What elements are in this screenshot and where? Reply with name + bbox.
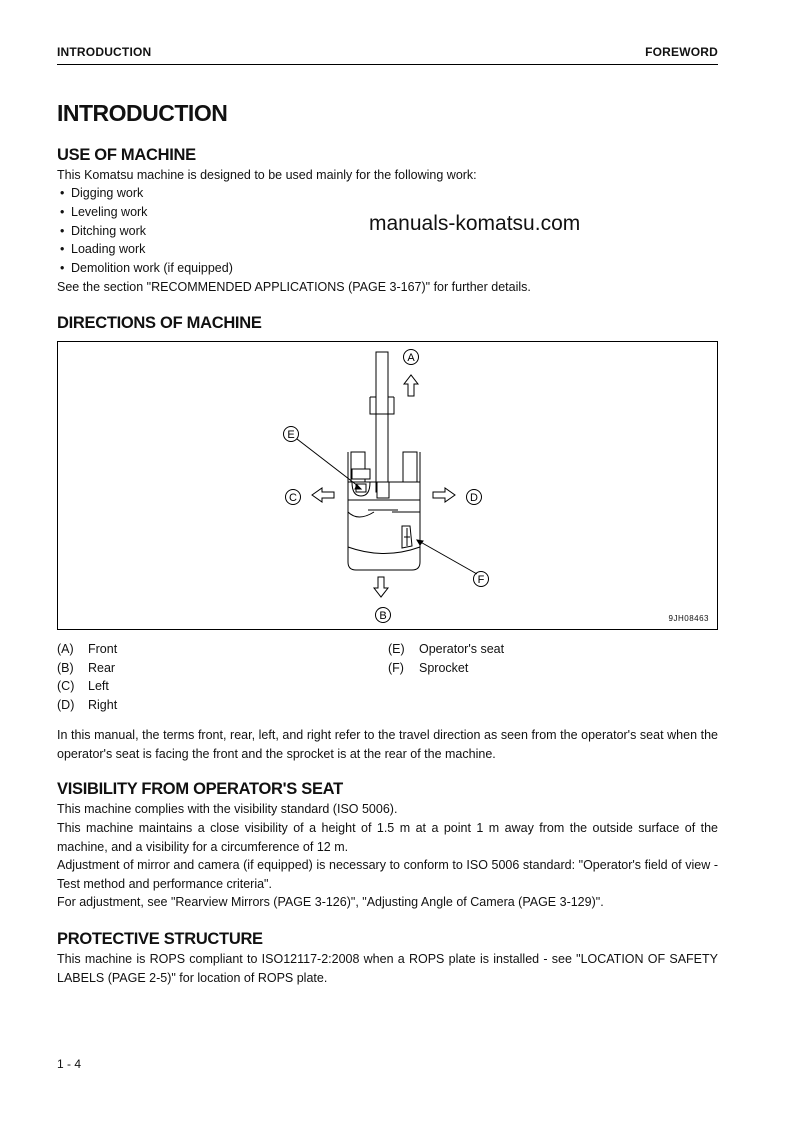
list-item: • Loading work xyxy=(57,240,233,259)
header-chapter-label: FOREWORD xyxy=(645,45,718,59)
legend-key: (D) xyxy=(57,698,75,712)
legend-key: (A) xyxy=(57,642,74,656)
arrow-left-icon xyxy=(312,488,334,502)
figure-code: 9JH08463 xyxy=(668,614,709,623)
callout-a: A xyxy=(407,352,415,364)
protective-heading: PROTECTIVE STRUCTURE xyxy=(57,930,263,948)
arm-icon xyxy=(370,352,394,492)
visibility-p1: This machine complies with the visibility standard (ISO 5006). xyxy=(57,802,398,816)
callout-d: D xyxy=(470,492,478,504)
legend-label: Front xyxy=(88,642,118,656)
use-of-machine-intro: This Komatsu machine is designed to be used mainly for the following work: xyxy=(57,168,477,182)
legend-key: (B) xyxy=(57,661,74,675)
machine-top-view-diagram xyxy=(58,342,717,629)
header-divider xyxy=(57,64,718,65)
arrow-right-icon xyxy=(433,488,455,502)
protective-p1: This machine is ROPS compliant to ISO12117-2:2008 when a ROPS plate is installed - see "LOCATION OF SAFETY LABELS (PAGE 2-5)" for location of ROPS plate. xyxy=(57,952,718,985)
legend-label: Sprocket xyxy=(419,661,469,675)
callout-b: B xyxy=(379,610,387,622)
visibility-p2: This machine maintains a close visibility of a height of 1.5 m at a point 1 m away from the outside surface of the machine, and a visibility for a circumference of 12 m. xyxy=(57,821,718,854)
arrow-up-icon xyxy=(404,375,418,396)
sprocket-icon xyxy=(402,526,412,548)
sprocket-leader-arrowhead xyxy=(417,540,423,545)
use-of-machine-heading: USE OF MACHINE xyxy=(57,146,196,164)
list-item: • Ditching work xyxy=(57,222,233,241)
use-of-machine-see-also: See the section "RECOMMENDED APPLICATIONS (PAGE 3-167)" for further details. xyxy=(57,280,531,294)
legend-item xyxy=(57,677,109,696)
watermark-text: manuals-komatsu.com xyxy=(369,212,581,235)
list-item: • Demolition work (if equipped) xyxy=(57,259,233,278)
sprocket-leader-line xyxy=(417,540,477,574)
legend-label: Operator's seat xyxy=(419,642,505,656)
legend-item xyxy=(57,659,115,678)
work-list xyxy=(57,184,233,278)
arrow-down-icon xyxy=(374,577,388,597)
callout-f: F xyxy=(477,574,485,586)
visibility-heading: VISIBILITY FROM OPERATOR'S SEAT xyxy=(57,780,343,798)
legend-item xyxy=(57,640,117,659)
legend-key: (C) xyxy=(57,679,75,693)
legend-item xyxy=(388,659,468,678)
list-item: • Digging work xyxy=(57,184,233,203)
page-title: INTRODUCTION xyxy=(57,100,228,126)
legend-item xyxy=(388,640,504,659)
legend-label: Left xyxy=(88,679,109,693)
legend-key: (E) xyxy=(388,642,405,656)
legend-label: Right xyxy=(88,698,118,712)
visibility-p4: For adjustment, see "Rearview Mirrors (PAGE 3-126)", "Adjusting Angle of Camera (PAGE 3-129)". xyxy=(57,895,604,909)
directions-heading: DIRECTIONS OF MACHINE xyxy=(57,314,262,332)
seat-leader-line xyxy=(297,439,358,486)
header-section-label: INTRODUCTION xyxy=(57,45,152,59)
visibility-p3: Adjustment of mirror and camera (if equipped) is necessary to conform to ISO 5006 standard: "Operator's field of view - Test method and performance criteria". xyxy=(57,858,718,891)
callout-c: C xyxy=(289,492,297,504)
callout-e: E xyxy=(287,429,295,441)
directions-figure xyxy=(57,341,718,630)
legend-label: Rear xyxy=(88,661,116,675)
page-number: 1 - 4 xyxy=(57,1057,82,1071)
directions-note: In this manual, the terms front, rear, left, and right refer to the travel direction as seen from the operator's seat when the operator's seat is facing the front and the sprocket is at the rear of the machine. xyxy=(57,728,718,761)
legend-key: (F) xyxy=(388,661,404,675)
list-item: • Leveling work xyxy=(57,203,233,222)
legend-item xyxy=(57,696,117,715)
